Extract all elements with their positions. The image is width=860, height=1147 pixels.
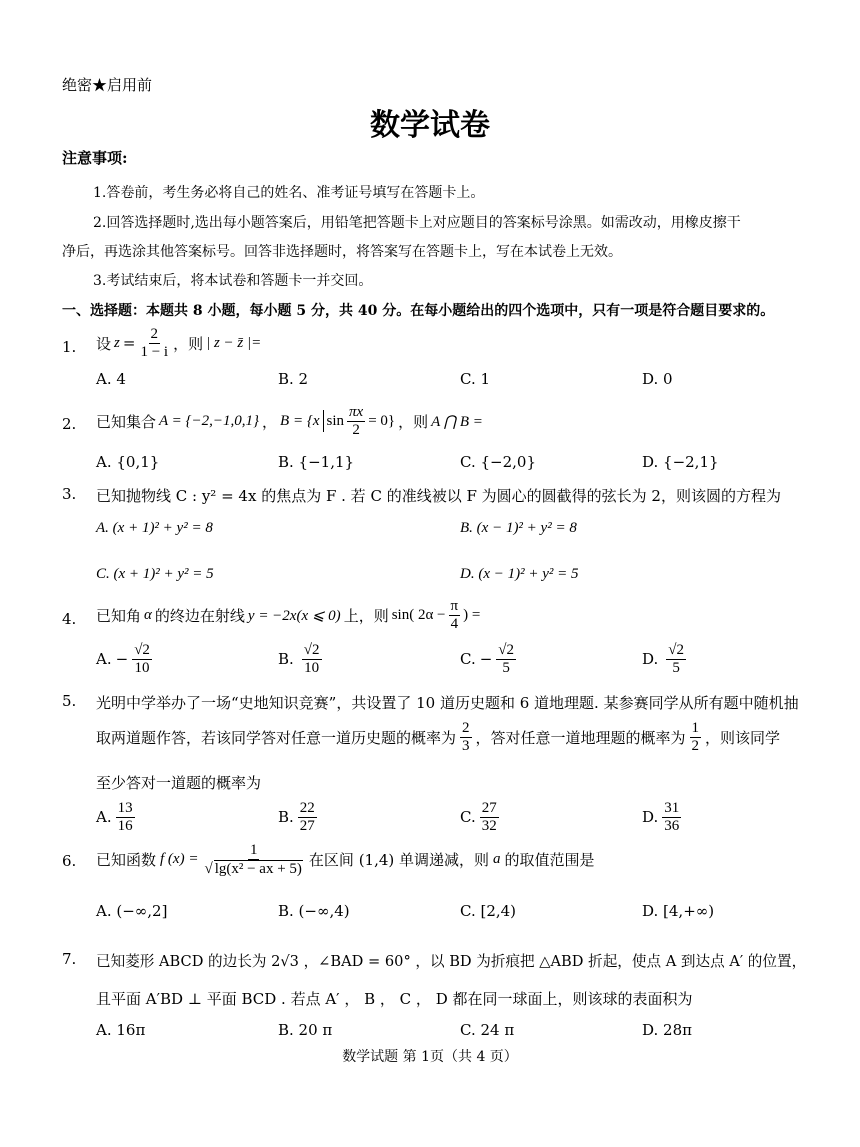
q1-number: 1. (62, 338, 77, 356)
q4-option-a-den: 10 (134, 659, 150, 676)
q6-option-d: D. [4,+∞) (642, 902, 715, 920)
q3-stem: 已知抛物线 C : y² = 4x 的焦点为 F . 若 C 的准线被以 F 为圆心的圆截得的弦长为 2，则该圆的方程为 (96, 487, 781, 505)
q4-option-b (278, 642, 322, 676)
q4-option-b-num: √2 (303, 642, 320, 658)
q5-line3: 至少答对一道题的概率为 (96, 774, 262, 792)
q2-option-b: B. {−1,1} (278, 453, 355, 471)
section-heading: 一、选择题：本题共 8 小题，每小题 5 分，共 40 分。在每小题给出的四个选项中，只有一项是符合题目要求的。 (62, 303, 775, 319)
q4-option-a-label: A. (96, 650, 112, 668)
notice-item-2-cont: 净后，再选涂其他答案标号。回答非选择题时，将答案写在答题卡上，写在本试卷上无效。 (62, 244, 622, 260)
q2-frac-den: 2 (352, 421, 360, 438)
q3-option-a: A. (x + 1)² + y² = 8 (96, 520, 213, 536)
q5-frac2-den: 2 (691, 737, 700, 754)
q4-expr2: ) = (463, 606, 481, 623)
q5-option-a-den: 16 (117, 817, 133, 834)
page-footer: 数学试题 第 1页（共 4 页） (342, 1049, 518, 1065)
q2-bar (323, 410, 324, 432)
q5-option-d-num: 31 (664, 800, 680, 816)
q4-option-b-label: B. (278, 650, 294, 668)
q5-line1: 光明中学举办了一场“史地知识竞赛”，共设置了 10 道历史题和 6 道地理题. 某参赛同学从所有题中随机抽 (96, 694, 799, 712)
q2-result: A ⋂ B = (431, 413, 483, 430)
q2-stem (96, 404, 483, 438)
q5-option-d-den: 36 (664, 817, 680, 834)
q3-option-c: C. (x + 1)² + y² = 5 (96, 566, 214, 582)
q6-text1: 已知函数 (96, 851, 157, 869)
q5-line2 (96, 720, 780, 754)
q4-option-d-num: √2 (668, 642, 684, 658)
q4-alpha: α (144, 606, 152, 623)
q1-option-a: A. 4 (96, 370, 126, 388)
q4-option-c-sign: − (479, 650, 493, 668)
q2-frac-num: πx (349, 404, 364, 420)
q6-number: 6. (62, 852, 77, 870)
q2-number: 2. (62, 415, 77, 433)
q7-option-d: D. 28π (642, 1021, 692, 1039)
q1-option-c: C. 1 (460, 370, 491, 388)
q7-option-b: B. 20 π (278, 1021, 333, 1039)
q5-option-a-label: A. (96, 808, 112, 826)
q4-text3: 上，则 (343, 606, 389, 625)
q6-fraction (202, 842, 304, 877)
q5-frac1-den: 3 (462, 737, 470, 754)
q3-option-d: D. (x − 1)² + y² = 5 (460, 566, 579, 582)
q7-option-a: A. 16π (96, 1021, 146, 1039)
q4-text2: 的终边在射线 (154, 606, 245, 625)
q1-stem (96, 326, 261, 360)
q1-abs: | z − z̄ |= (206, 334, 262, 351)
q1-z: z (114, 334, 120, 351)
q6-frac-num: 1 (249, 842, 258, 858)
q4-option-a (96, 642, 152, 676)
q7-line1: 已知菱形 ABCD 的边长为 2√3 ，∠BAD = 60° ，以 BD 为折痕把 △ABD 折起，使点 A 到达点 A′ 的位置， (96, 953, 807, 970)
q5-option-d (642, 800, 681, 834)
q5-frac2-num: 1 (691, 720, 700, 736)
q5-option-b-num: 22 (299, 800, 315, 816)
q4-ray: y = −2x(x ⩽ 0) (247, 607, 341, 624)
notice-item-2: 2.回答选择题时,选出每小题答案后，用铅笔把答题卡上对应题目的答案标号涂黑。如需改动，用橡皮擦干 (93, 215, 741, 231)
q1-mid: ，则 (173, 334, 204, 353)
q5-frac1-num: 2 (462, 720, 470, 736)
q4-option-a-sign: − (115, 650, 129, 668)
q2-sep: ， (262, 412, 278, 431)
q7-line2: 且平面 A′BD ⊥ 平面 BCD . 若点 A′ ， B ， C ， D 都在同一球面上，则该球的表面积为 (96, 990, 693, 1008)
q4-option-b-den: 10 (304, 659, 320, 676)
q4-option-c (460, 642, 516, 676)
q1-eq: = (122, 334, 136, 352)
q5-option-b-label: B. (278, 808, 294, 826)
q6-option-a: A. (−∞,2] (96, 902, 168, 920)
q4-stem (96, 598, 480, 632)
q5-option-b-den: 27 (299, 817, 315, 834)
q7-number: 7. (62, 950, 77, 968)
q6-option-c: C. [2,4) (460, 902, 517, 920)
notice-heading: 注意事项: (62, 149, 128, 167)
q5-option-c-label: C. (460, 808, 476, 826)
q2-option-d: D. {−2,1} (642, 453, 719, 471)
q2-option-a: A. {0,1} (96, 453, 160, 471)
q1-fraction (138, 326, 170, 360)
q2-text2: ，则 (398, 412, 429, 431)
q4-option-c-label: C. (460, 650, 476, 668)
q4-option-d-label: D. (642, 650, 659, 668)
q5-option-a-num: 13 (117, 800, 133, 816)
q5-option-c-num: 27 (481, 800, 497, 816)
q5-option-c (460, 800, 499, 834)
q4-frac-den: 4 (450, 615, 459, 632)
q1-pre: 设 (96, 334, 112, 353)
secret-label: 绝密★启用前 (62, 76, 153, 94)
q6-option-b: B. (−∞,4) (278, 902, 350, 920)
q1-option-b: B. 2 (278, 370, 309, 388)
q2-set-a: A = {−2,−1,0,1} (159, 412, 260, 429)
q4-frac-num: π (450, 598, 459, 614)
q1-frac-den: 1 − i (140, 343, 169, 360)
q1-frac-num: 2 (150, 326, 158, 342)
q4-option-c-den: 5 (502, 659, 510, 676)
q6-text2: 在区间 (1,4) 单调递减，则 (308, 851, 490, 869)
q4-number: 4. (62, 610, 77, 628)
q5-option-b (278, 800, 317, 834)
q5-option-d-label: D. (642, 808, 659, 826)
q4-option-d-den: 5 (672, 659, 680, 676)
q7-option-c: C. 24 π (460, 1021, 515, 1039)
q4-text1: 已知角 (96, 606, 142, 625)
q2-fraction (347, 404, 365, 438)
q6-text3: 的取值范围是 (504, 851, 595, 869)
notice-item-3: 3.考试结束后，将本试卷和答题卡一并交回。 (93, 273, 373, 289)
q5-line2a: 取两道题作答，若该同学答对任意一道历史题的概率为 (96, 728, 457, 747)
q5-line2b: ，答对任意一道地理题的概率为 (475, 728, 686, 747)
q5-number: 5. (62, 692, 77, 710)
q6-fx: f (x) = (160, 851, 199, 867)
q4-expr1: sin( 2α − (391, 606, 446, 623)
q2-set-b2: = 0} (368, 412, 396, 429)
q4-option-a-num: √2 (134, 642, 150, 658)
q6-frac-den: lg(x² − ax + 5) (214, 860, 302, 877)
q4-option-c-num: √2 (498, 642, 515, 658)
notice-item-1: 1.答卷前，考生务必将自己的姓名、准考证号填写在答题卡上。 (93, 185, 485, 201)
q2-sin: sin (326, 412, 345, 429)
q6-stem (96, 842, 595, 877)
q3-number: 3. (62, 485, 77, 503)
q5-option-a (96, 800, 135, 834)
q6-a: a (493, 851, 501, 867)
q3-option-b: B. (x − 1)² + y² = 8 (460, 520, 577, 536)
q2-text1: 已知集合 (96, 412, 157, 431)
q4-option-d (642, 642, 686, 676)
q5-line2c: ，则该同学 (705, 728, 781, 747)
q4-fraction (449, 598, 461, 632)
page-title: 数学试卷 (370, 108, 490, 143)
q5-option-c-den: 32 (481, 817, 497, 834)
q2-option-c: C. {−2,0} (460, 453, 536, 471)
q1-option-d: D. 0 (642, 370, 673, 388)
q2-set-b1: B = {x (280, 412, 320, 429)
q6-sqrt-sign: √ (204, 860, 213, 877)
